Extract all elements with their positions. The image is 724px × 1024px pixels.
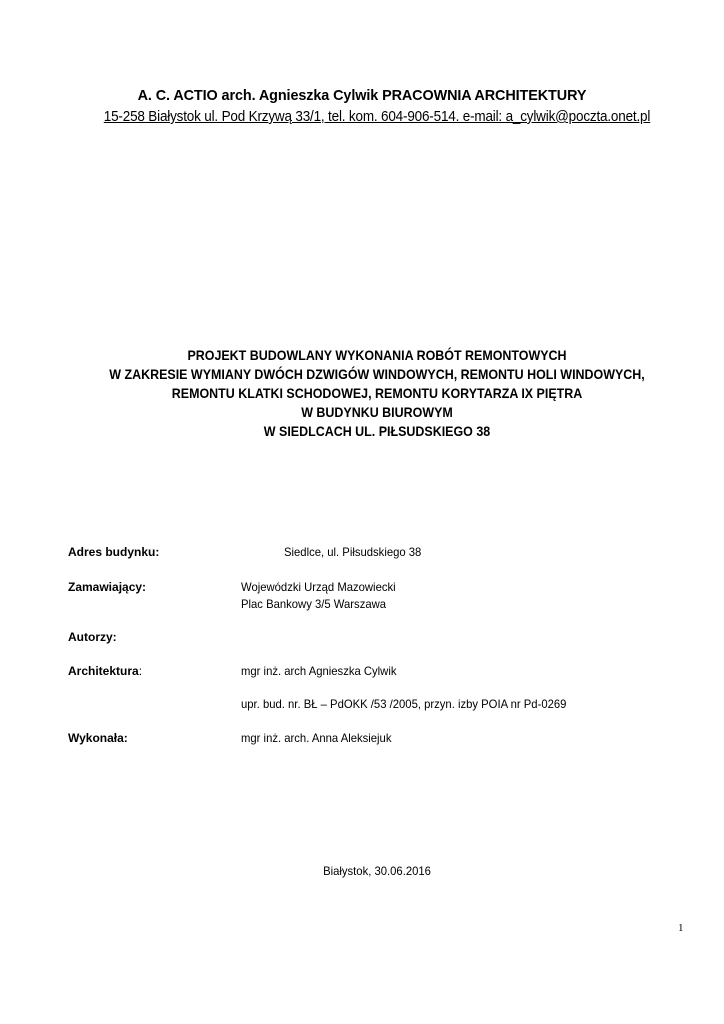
address-value: Siedlce, ul. Piłsudskiego 38 xyxy=(284,545,422,559)
architecture-label-group xyxy=(68,664,142,678)
firm-name: A. C. ACTIO arch. Agnieszka Cylwik PRACOWNIA ARCHITEKTURY xyxy=(137,87,587,104)
authors-label: Autorzy: xyxy=(68,630,117,644)
client-line-1: Wojewódzki Urząd Mazowiecki xyxy=(241,580,396,594)
architecture-name: mgr inż. arch Agnieszka Cylwik xyxy=(241,664,397,678)
client-line-2: Plac Bankowy 3/5 Warszawa xyxy=(241,597,387,611)
prepared-by-name: mgr inż. arch. Anna Aleksiejuk xyxy=(241,731,392,745)
project-title-line: W BUDYNKU BIUROWYM xyxy=(301,404,453,420)
place-date: Białystok, 30.06.2016 xyxy=(323,864,431,878)
project-title-line: REMONTU KLATKI SCHODOWEJ, REMONTU KORYTARZA IX PIĘTRA xyxy=(171,385,583,401)
architecture-label: Architektura xyxy=(68,664,139,678)
project-title-line: PROJEKT BUDOWLANY WYKONANIA ROBÓT REMONTOWYCH xyxy=(187,347,567,363)
project-title-line: W ZAKRESIE WYMIANY DWÓCH DZWIGÓW WINDOWYCH, REMONTU HOLI WINDOWYCH, xyxy=(109,366,645,382)
prepared-by-label: Wykonała: xyxy=(68,731,128,745)
client-label: Zamawiający: xyxy=(68,580,147,594)
architecture-colon: : xyxy=(138,664,143,678)
page-number: 1 xyxy=(678,922,684,934)
project-title-line: W SIEDLCACH UL. PIŁSUDSKIEGO 38 xyxy=(263,423,491,439)
address-label: Adres budynku: xyxy=(68,545,160,559)
architecture-license: upr. bud. nr. BŁ – PdOKK /53 /2005, przyn. izby POIA nr Pd-0269 xyxy=(241,697,567,711)
firm-address: 15-258 Białystok ul. Pod Krzywą 33/1, tel. kom. 604-906-514. e-mail: a_cylwik@poczta.onet.pl xyxy=(103,108,651,125)
project-title xyxy=(41,346,712,441)
